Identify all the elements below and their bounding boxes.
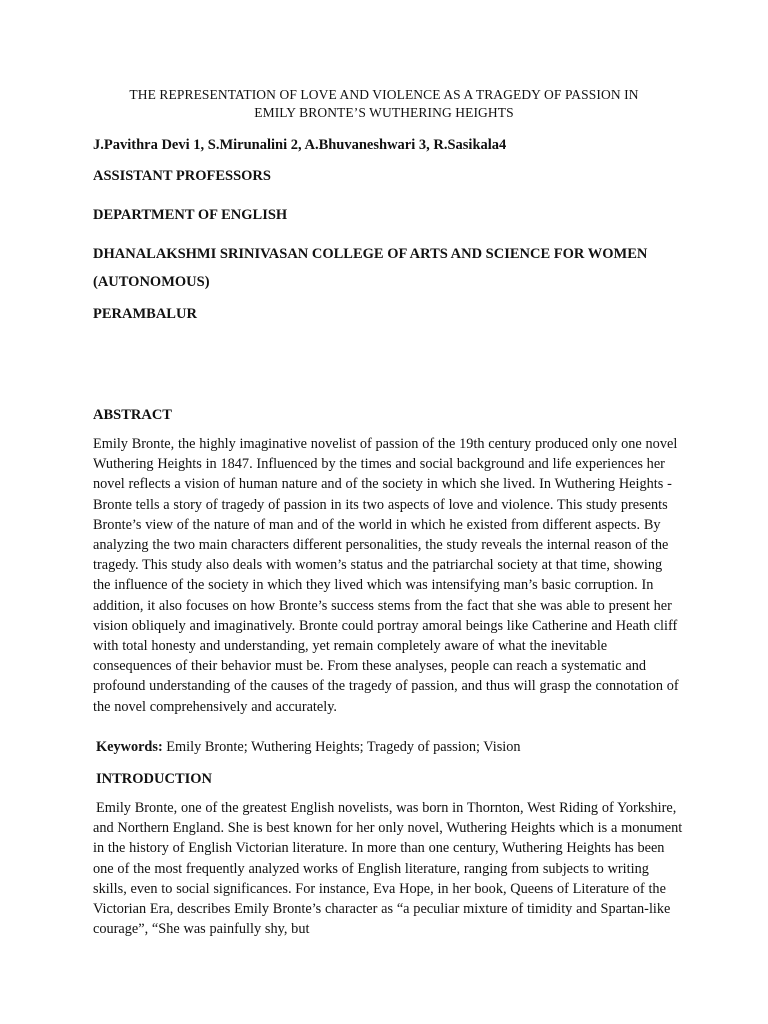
keywords-text: Emily Bronte; Wuthering Heights; Tragedy of passion; Vision <box>162 739 521 755</box>
author-college: DHANALAKSHMI SRINIVASAN COLLEGE OF ARTS AND SCIENCE FOR WOMEN (AUTONOMOUS) <box>93 246 648 290</box>
keywords-line <box>96 737 696 757</box>
author-department: DEPARTMENT OF ENGLISH <box>93 207 288 223</box>
paper-title-line-1: THE REPRESENTATION OF LOVE AND VIOLENCE AS A TRAGEDY OF PASSION IN <box>129 87 639 102</box>
introduction-heading: INTRODUCTION <box>96 771 213 787</box>
paper-title <box>60 86 708 122</box>
author-city: PERAMBALUR <box>93 306 197 322</box>
abstract-heading: ABSTRACT <box>93 407 172 423</box>
abstract-body: Emily Bronte, the highly imaginative novelist of passion of the 19th century produced only one novel Wuthering Heights in 1847. Influenced by the times and social background and life experiences her novel reflects a vision of human nature and of the society in which she lived. In Wuthering Heights -Bronte tells a story of tragedy of passion in its two aspects of love and violence. This study presents Bronte’s view of the nature of man and of the world in which he existed from different aspects. By analyzing the two main characters different personalities, the study reveals the internal reason of the tragedy. This study also deals with women’s status and the patriarchal society at that time, showing the influence of the society in which they lived which was intensifying man’s basic corruption. In addition, it also focuses on how Bronte’s success stems from the fact that she was able to present her vision obliquely and imaginatively. Bronte could portray amoral beings like Catherine and Heath cliff with total honesty and understanding, yet remain completely aware of what the inevitable consequences of their behavior must be. From these analyses, people can reach a systematic and profound understanding of the causes of the tragedy of passion, and thus will grasp the connotation of the novel comprehensively and accurately. <box>93 436 679 715</box>
paper-title-line-2: EMILY BRONTE’S WUTHERING HEIGHTS <box>254 105 514 120</box>
author-position: ASSISTANT PROFESSORS <box>93 168 271 184</box>
keywords-label: Keywords: <box>96 739 163 755</box>
author-list: J.Pavithra Devi 1, S.Mirunalini 2, A.Bhuvaneshwari 3, R.Sasikala4 <box>93 137 507 153</box>
introduction-body: Emily Bronte, one of the greatest English novelists, was born in Thornton, West Riding of Yorkshire, and Northern England. She is best known for her only novel, Wuthering Heights which is a monument in the history of English Victorian literature. In more than one century, Wuthering Heights has been one of the most frequently analyzed works of English literature, ranging from subjects to writing skills, even to social significances. For instance, Eva Hope, in her book, Queens of Literature of the Victorian Era, describes Emily Bronte’s character as “a peculiar mixture of timidity and Spartan-like courage”, “She was painfully shy, but <box>93 800 683 938</box>
